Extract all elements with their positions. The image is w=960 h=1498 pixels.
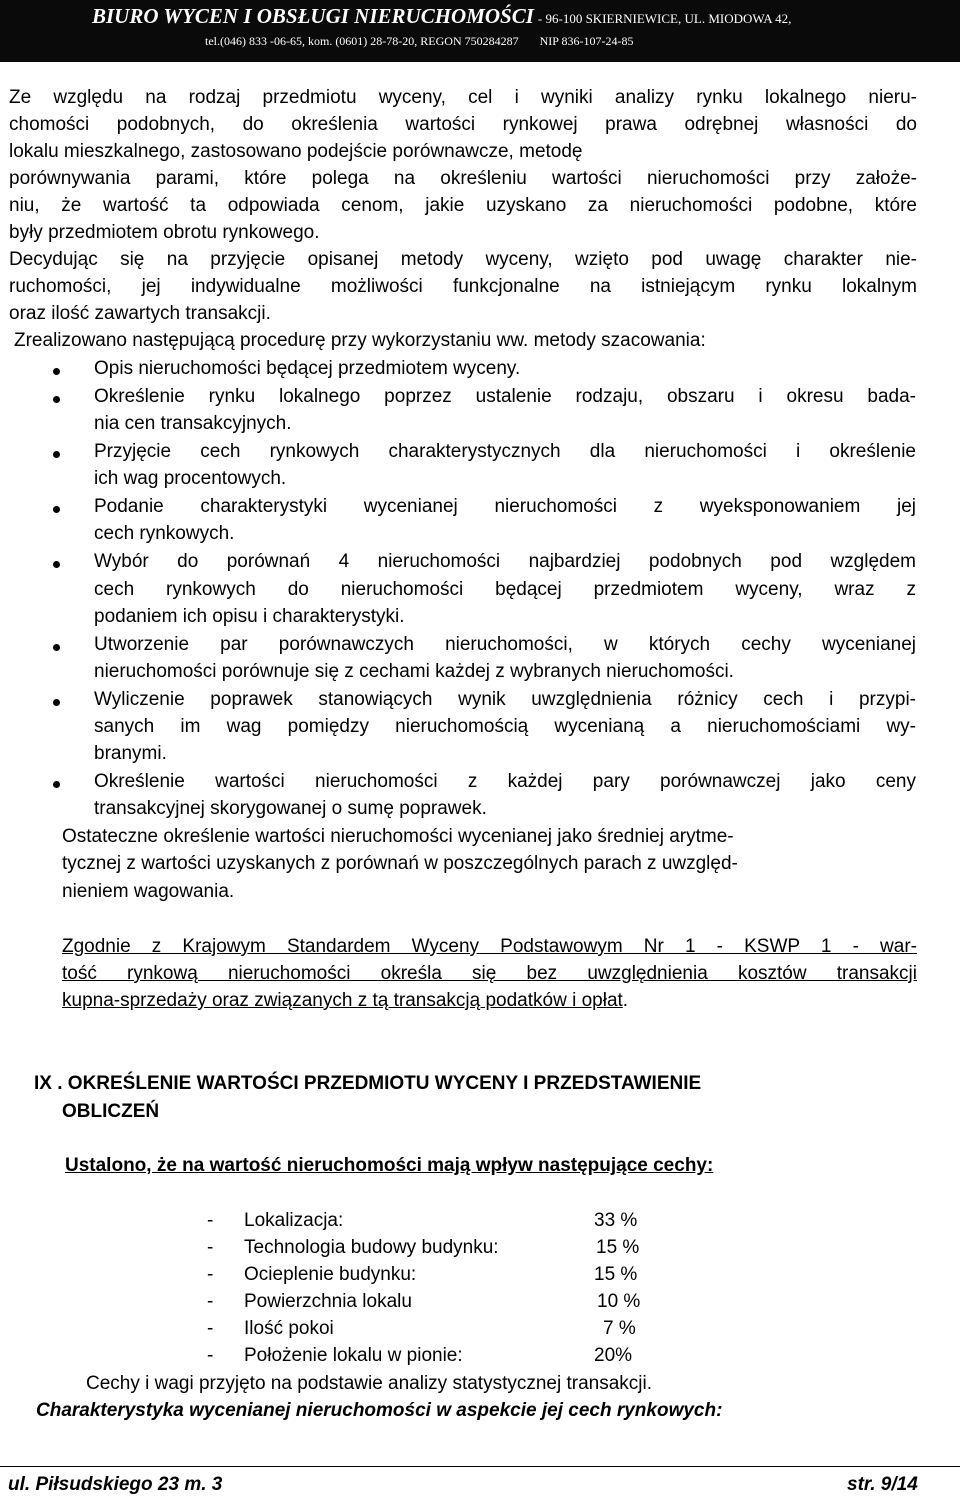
procedure-item: ich wag procentowych.	[94, 468, 287, 489]
decision-line: oraz ilość zawartych transakcji.	[9, 303, 271, 324]
bullet-icon	[53, 561, 60, 568]
kswp-line: Zgodnie z Krajowym Standardem Wyceny Podstawowym Nr 1 - KSWP 1 - war-	[62, 936, 917, 957]
feature-dash: -	[207, 1210, 214, 1231]
feature-weight: 33 %	[594, 1210, 638, 1231]
procedure-item: Określenie wartości nieruchomości z każdej pary porównawczej jako ceny	[94, 771, 916, 792]
procedure-item: Utworzenie par porównawczych nieruchomości, w których cechy wycenianej	[94, 634, 916, 655]
final-line: nieniem wagowania.	[62, 881, 235, 902]
intro-line: lokalu mieszkalnego, zastosowano podejście porównawcze, metodę	[9, 141, 583, 162]
bullet-icon	[53, 451, 60, 458]
feature-weight: 7 %	[603, 1318, 636, 1339]
weights-note: Cechy i wagi przyjęto na podstawie analizy statystycznej transakcji.	[86, 1373, 653, 1394]
procedure-item: podaniem ich opisu i charakterystyki.	[94, 606, 405, 627]
bullet-icon	[53, 506, 60, 513]
final-line: Ostateczne określenie wartości nieruchomości wycenianej jako średniej arytme-	[62, 826, 734, 847]
bullet-icon	[53, 368, 60, 375]
procedure-item: branymi.	[94, 743, 167, 764]
letterhead-line-1	[92, 4, 791, 29]
kswp-line: tość rynkową nieruchomości określa się bez uwzględnienia kosztów transakcji	[62, 963, 917, 984]
feature-name: Powierzchnia lokalu	[244, 1291, 412, 1312]
procedure-item: Opis nieruchomości będącej przedmiotem wyceny.	[94, 358, 521, 379]
feature-name: Położenie lokalu w pionie:	[244, 1345, 463, 1366]
procedure-intro: Zrealizowano następującą procedurę przy wykorzystaniu ww. metody szacowania:	[14, 330, 706, 351]
characteristics-heading: Charakterystyka wycenianej nieruchomości w aspekcie jej cech rynkowych:	[36, 1400, 723, 1421]
intro-line: Ze względu na rodzaj przedmiotu wyceny, cel i wyniki analizy rynku lokalnego nieru-	[9, 87, 917, 108]
procedure-item: Podanie charakterystyki wycenianej nieruchomości z wyeksponowaniem jej	[94, 496, 916, 517]
company-nip: NIP 836-107-24-85	[539, 34, 634, 48]
feature-dash: -	[207, 1318, 214, 1339]
kswp-line: kupna-sprzedaży oraz związanych z tą transakcją podatków i opłat	[62, 990, 623, 1011]
final-line: tycznej z wartości uzyskanych z porównań w poszczególnych parach z uwzględ-	[62, 853, 738, 874]
procedure-item: Określenie rynku lokalnego poprzez ustalenie rodzaju, obszaru i okresu bada-	[94, 386, 916, 407]
bullet-icon	[53, 396, 60, 403]
procedure-item: nieruchomości porównuje się z cechami każdej z wybranych nieruchomości.	[94, 661, 734, 682]
feature-weight: 10 %	[597, 1291, 641, 1312]
decision-line: Decydując się na przyjęcie opisanej metody wyceny, wzięto pod uwagę charakter nie-	[9, 249, 917, 270]
letterhead-line-2	[205, 34, 652, 49]
section-title: IX . OKREŚLENIE WARTOŚCI PRZEDMIOTU WYCENY I PRZEDSTAWIENIE	[34, 1073, 702, 1094]
procedure-item: transakcyjnej skorygowanej o sumę poprawek.	[94, 798, 487, 819]
kswp-period: .	[622, 990, 629, 1011]
feature-weight: 15 %	[594, 1264, 638, 1285]
intro-line: porównywania parami, które polega na określeniu wartości nieruchomości przy założe-	[9, 168, 917, 189]
procedure-item: cech rynkowych do nieruchomości będącej przedmiotem wyceny, wraz z	[94, 579, 916, 600]
feature-weight: 20%	[594, 1345, 633, 1366]
footer-address: ul. Piłsudskiego 23 m. 3	[8, 1474, 223, 1495]
company-name: BIURO WYCEN I OBSŁUGI NIERUCHOMOŚCI	[92, 4, 534, 28]
page-number: str. 9/14	[847, 1474, 918, 1495]
feature-name: Lokalizacja:	[244, 1210, 344, 1231]
kswp-line-last	[62, 990, 628, 1012]
letterhead	[0, 0, 960, 62]
feature-name: Technologia budowy budynku:	[244, 1237, 499, 1258]
procedure-item: cech rynkowych.	[94, 523, 235, 544]
intro-line: były przedmiotem obrotu rynkowego.	[9, 222, 320, 243]
procedure-item: sanych im wag pomiędzy nieruchomością wycenianą a nieruchomościami wy-	[94, 716, 916, 737]
procedure-item: nia cen transakcyjnych.	[94, 413, 292, 434]
bullet-icon	[53, 781, 60, 788]
feature-dash: -	[207, 1237, 214, 1258]
intro-line: niu, że wartość ta odpowiada cenom, jakie uzyskano za nieruchomości podobne, które	[9, 195, 917, 216]
feature-name: Ocieplenie budynku:	[244, 1264, 417, 1285]
procedure-item: Przyjęcie cech rynkowych charakterystycznych dla nieruchomości i określenie	[94, 441, 916, 462]
company-phone: tel.(046) 833 -06-65, kom. (0601) 28-78-20, REGON 750284287	[205, 34, 519, 48]
procedure-item: Wybór do porównań 4 nieruchomości najbardziej podobnych pod względem	[94, 551, 916, 572]
feature-dash: -	[207, 1345, 214, 1366]
section-title: OBLICZEŃ	[62, 1101, 160, 1122]
feature-dash: -	[207, 1264, 214, 1285]
bullet-icon	[53, 699, 60, 706]
feature-dash: -	[207, 1291, 214, 1312]
feature-weight: 15 %	[596, 1237, 640, 1258]
bullet-icon	[53, 644, 60, 651]
company-address: - 96-100 SKIERNIEWICE, UL. MIODOWA 42,	[537, 11, 792, 26]
procedure-item: Wyliczenie poprawek stanowiących wynik uwzględnienia różnicy cech i przypi-	[94, 689, 916, 710]
footer-divider	[0, 1466, 960, 1467]
intro-line: chomości podobnych, do określenia wartości rynkowej prawa odrębnej własności do	[9, 114, 917, 135]
features-heading: Ustalono, że na wartość nieruchomości mają wpływ następujące cechy:	[65, 1155, 714, 1176]
decision-line: ruchomości, jej indywidualne możliwości funkcjonalne na istniejącym rynku lokalnym	[9, 276, 917, 297]
feature-name: Ilość pokoi	[244, 1318, 334, 1339]
